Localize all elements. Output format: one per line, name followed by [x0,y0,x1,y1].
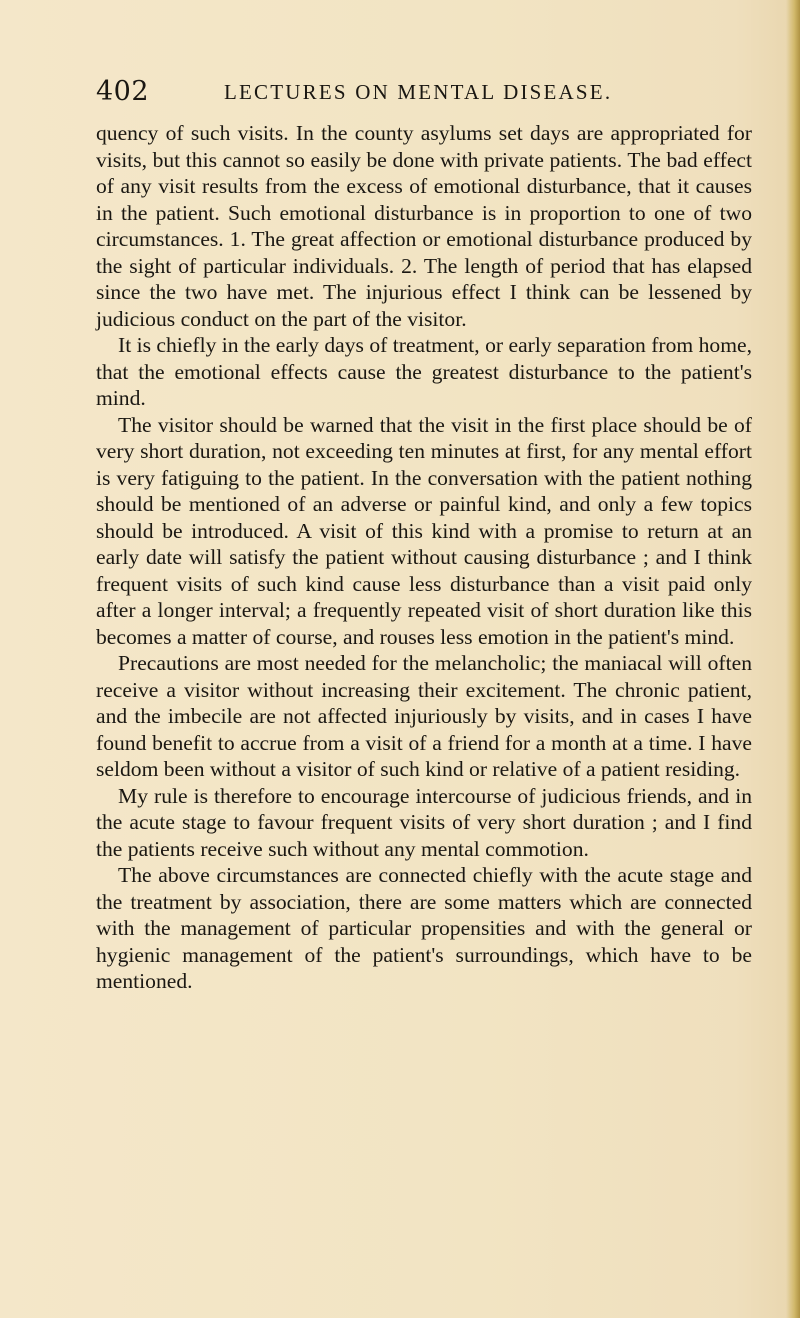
paragraph: The visitor should be warned that the visit in the first place should be of very short duration, not exceeding ten minutes at first, for any mental effort is very fatiguing to the patient. In the conversation with the patient nothing should be mentioned of an adverse or painful kind, and only a few topics should be introduced. A visit of this kind with a promise to return at an early date will satisfy the patient without causing disturbance ; and I think frequent visits of such kind cause less disturbance than a visit paid only after a longer interval; a frequently repeated visit of short duration like this becomes a matter of course, and rouses less emotion in the patient's mind. [96,412,752,649]
paragraph: My rule is therefore to encourage intercourse of judicious friends, and in the acute stage to favour frequent visits of very short duration ; and I find the patients receive such without any mental commotion. [96,783,752,861]
body-text [96,120,752,995]
paragraph: Precautions are most needed for the melancholic; the maniacal will often receive a visitor without increasing their excitement. The chronic patient, and the imbecile are not affected injuriously by visits, and in cases I have found benefit to accrue from a visit of a friend for a month at a time. I have seldom been without a visitor of such kind or relative of a patient residing. [96,651,752,781]
page-header [96,76,716,112]
page-number: 402 [96,76,150,107]
paragraph: The above circumstances are connected chiefly with the acute stage and the treatment by association, there are some matters which are connected with the management of particular propensities and with the general or hygienic management of the patient's surroundings, which have to be mentioned. [96,863,752,993]
paragraph: quency of such visits. In the county asylums set days are appropriated for visits, but this cannot so easily be done with private patients. The bad effect of any visit results from the excess of emotional disturbance, that it causes in the patient. Such emotional disturbance is in proportion to one of two circumstances. 1. The great affection or emotional disturbance produced by the sight of particular individuals. 2. The length of period that has elapsed since the two have met. The injurious effect I think can be lessened by judicious conduct on the part of the visitor. [96,121,752,331]
paragraph: It is chiefly in the early days of treatment, or early separation from home, that the emotional effects cause the greatest disturbance to the patient's mind. [96,333,752,410]
page-edge [786,0,800,1318]
running-head: LECTURES ON MENTAL DISEASE. [224,80,613,104]
